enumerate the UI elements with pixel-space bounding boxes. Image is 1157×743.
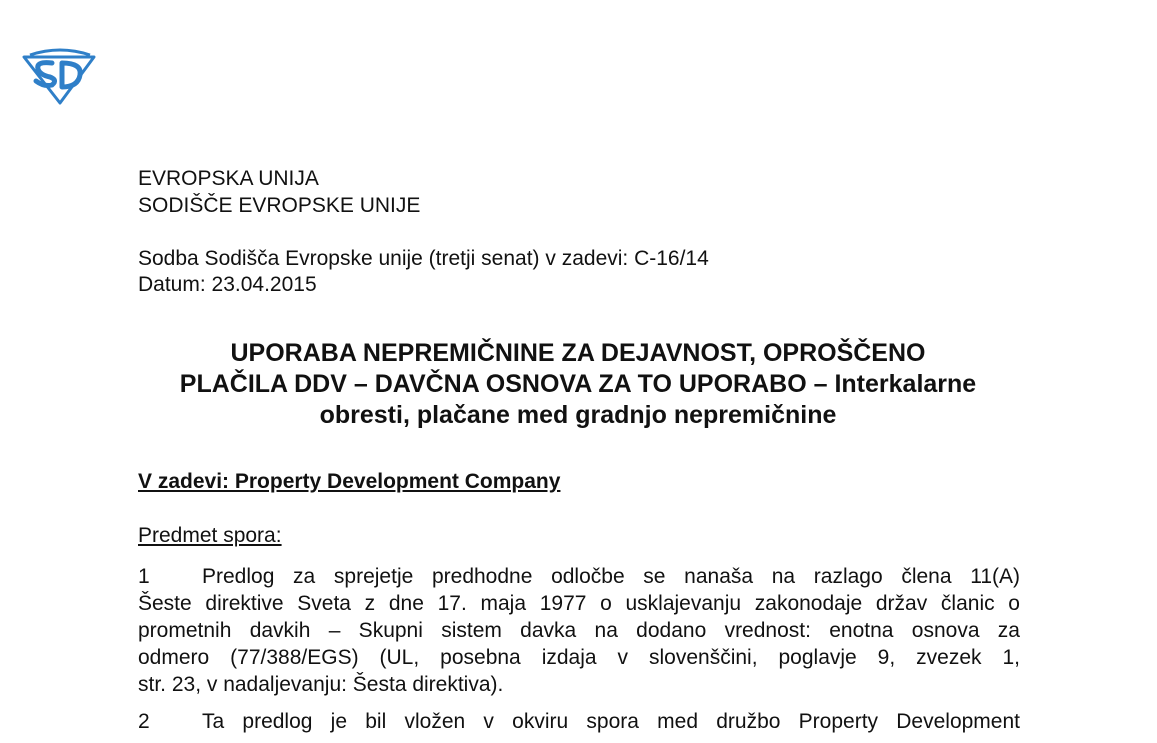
title-line: obresti, plačane med gradnjo nepremičnine xyxy=(319,401,837,429)
paragraph-1 xyxy=(138,563,1020,698)
paragraph-line: str. 23, v nadaljevanju: Šesta direktiva). xyxy=(138,673,504,696)
paragraph-number: 1 xyxy=(138,565,150,588)
paragraph-2 xyxy=(138,708,1020,735)
title-line: PLAČILA DDV – DAVČNA OSNOVA ZA TO UPORABO – Interkalarne xyxy=(179,370,977,398)
paragraph-line: 2 Ta predlog je bil vložen v okviru spora med družbo Property Development xyxy=(138,710,1020,733)
header-court: SODIŠČE EVROPSKE UNIJE xyxy=(138,194,421,217)
title-line: UPORABA NEPREMIČNINE ZA DEJAVNOST, OPROŠČENO xyxy=(230,339,926,367)
document-title xyxy=(138,338,1018,431)
paragraph-number: 2 xyxy=(138,710,150,733)
case-reference: Sodba Sodišča Evropske unije (tretji senat) v zadevi: C-16/14 xyxy=(138,247,709,270)
case-date: Datum: 23.04.2015 xyxy=(138,273,317,296)
paragraph-line: Šeste direktive Sveta z dne 17. maja 1977 o usklajevanju zakonodaje držav članic o xyxy=(138,592,1020,615)
paragraph-line: 1 Predlog za sprejetje predhodne odločbe se nanaša na razlago člena 11(A) xyxy=(138,565,1020,588)
matter-heading: V zadevi: Property Development Company xyxy=(138,470,561,493)
sd-logo-icon xyxy=(22,47,96,105)
subject-heading: Predmet spora: xyxy=(138,524,282,547)
paragraph-line: odmero (77/388/EGS) (UL, posebna izdaja v slovenščini, poglavje 9, zvezek 1, xyxy=(138,646,1020,669)
paragraph-line: prometnih davkih – Skupni sistem davka na dodano vrednost: enotna osnova za xyxy=(138,619,1020,642)
header-union: EVROPSKA UNIJA xyxy=(138,167,319,190)
